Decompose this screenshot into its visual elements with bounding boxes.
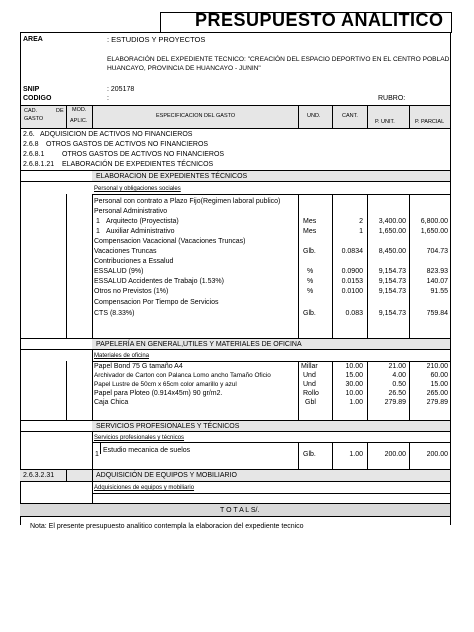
class-code-3: 2.6.8.1	[23, 151, 45, 158]
s1-row-b2-parcial: 140.07	[426, 278, 448, 285]
s1-row-b3-und: %	[307, 288, 314, 295]
s2-row1-und: Millar	[301, 363, 318, 370]
class-text-3: OTROS GASTOS DE ACTIVOS NO FINANCIEROS	[62, 151, 225, 158]
s1-row-b3-punit: 9,154.73	[378, 288, 406, 295]
s1-group2: Personal Administrativo	[94, 208, 168, 215]
s1-row-b1-punit: 9,154.73	[378, 268, 406, 275]
s1-row-b1-cant: 0.0900	[341, 268, 363, 275]
section4-title: ADQUISICIÓN DE EQUIPOS Y MOBILIARIO	[96, 472, 237, 479]
section3-title: SERVICIOS PROFESIONALES Y TÉCNICOS	[96, 423, 240, 430]
s2-row3-und: Und	[303, 381, 316, 388]
s1-group1: Personal con contrato a Plazo Fijo(Regimen laboral publico)	[94, 198, 281, 205]
section1-title: ELABORACION DE EXPEDIENTES TÉCNICOS	[96, 173, 248, 180]
col-sep-5	[367, 105, 368, 128]
s2-row5-cant: 1.00	[349, 399, 363, 406]
s2-row2-cant: 15.00	[345, 372, 363, 379]
s2-col-2	[92, 349, 93, 420]
section2-title: PAPELERÍA EN GENERAL,UTILES Y MATERIALES DE OFICINA	[96, 341, 302, 348]
section2-header-bottom	[20, 349, 450, 350]
s2-row1-parcial: 210.00	[426, 363, 448, 370]
s2-row3-parcial: 15.00	[430, 381, 448, 388]
s1-comp-vac: Compensacion Vacacional (Vacaciones Truncas)	[94, 238, 246, 245]
s2-row5-punit: 279.89	[384, 399, 406, 406]
s1-row-a1-desc: Arquitecto (Proyectista)	[106, 218, 179, 225]
s1-vac-desc: Vacaciones Truncas	[94, 248, 157, 255]
s2-row1-desc: Papel Bond 75 G tamaño A4	[94, 363, 183, 370]
class-text-1: ADQUISICION DE ACTIVOS NO FINANCIEROS	[40, 131, 193, 138]
s1-cts-desc: CTS (8.33%)	[94, 310, 135, 317]
s2-row3-desc: Papel Lustre de 50cm x 65cm color amarillo y azul	[94, 381, 237, 388]
col-aplic: APLIC.	[70, 118, 88, 124]
s2-col-1	[66, 361, 67, 420]
table-right	[450, 105, 451, 525]
codigo-label: CODIGO	[23, 95, 52, 102]
col-especificacion: ESPECIFICACION DEL GASTO	[156, 113, 236, 119]
col-und: UND.	[307, 113, 321, 119]
col-sep-3	[298, 105, 299, 128]
s1-cts-cant: 0.083	[345, 310, 363, 317]
s1-row-a2-n: 1	[96, 228, 100, 235]
s3-row-cant: 1.00	[349, 451, 363, 458]
footnote: Nota: El presente presupuesto analitico contempla la elaboracion del expediente tecnico	[30, 523, 304, 530]
section2-subtitle: Materiales de oficina	[94, 353, 150, 359]
s1-row-b1-und: %	[307, 268, 314, 275]
s2-row4-punit: 26.50	[388, 390, 406, 397]
s3-row-parcial: 200.00	[426, 451, 448, 458]
col-sep-6	[409, 105, 410, 128]
s1-row-a1-parcial: 6,800.00	[420, 218, 448, 225]
s1-cts-und: Glb.	[303, 310, 316, 317]
area-value: : ESTUDIOS Y PROYECTOS	[107, 35, 206, 44]
s2-row2-und: Und	[303, 372, 316, 379]
class-text-4: ELABORACIÓN DE EXPEDIENTES TÉCNICOS	[62, 161, 214, 168]
s1-row-b2-punit: 9,154.73	[378, 278, 406, 285]
col-de: DE	[56, 108, 64, 114]
section1-header-bottom	[20, 181, 450, 182]
s2-row3-punit: 0.50	[392, 381, 406, 388]
s1-row-b3-desc: Otros no Previstos (1%)	[94, 288, 169, 295]
s1-contrib: Contribuciones a Essalud	[94, 258, 174, 265]
s1-row-a1-cant: 2	[359, 218, 363, 225]
col-sep-2	[92, 105, 93, 128]
project-description-line1: ELABORACIÓN DEL EXPEDIENTE TECNICO: "CREACIÓN DEL ESPACIO DEPORTIVO EN EL CENTRO POBLAD	[107, 56, 450, 63]
frame-right	[450, 32, 451, 108]
s3-row-punit: 200.00	[384, 451, 406, 458]
class-code-1: 2.6.	[23, 131, 35, 138]
s3-num-sep	[100, 442, 101, 454]
project-description-line2: HUANCAYO, PROVINCIA DE HUANCAYO - JUNIN"	[107, 65, 261, 72]
s3-row-und: Glb.	[303, 451, 316, 458]
s3-col-3	[298, 442, 299, 469]
section4-code: 2.6.3.2.31	[23, 472, 55, 479]
total-label: T O T A L S/.	[220, 507, 260, 514]
snip-value: : 205178	[107, 86, 135, 93]
class-code-4: 2.6.8.1.21	[23, 161, 55, 168]
page-title: PRESUPUESTO ANALITICO	[195, 10, 444, 30]
s1-vac-und: Glb.	[303, 248, 316, 255]
col-sep-1	[66, 105, 67, 128]
s4-col-1	[66, 470, 67, 481]
s1-row-b1-desc: ESSALUD (9%)	[94, 268, 144, 275]
col-gasto: GASTO	[24, 116, 44, 122]
s1-row-a1-punit: 3,400.00	[378, 218, 406, 225]
s2-col-3	[298, 361, 299, 420]
s1-row-a2-punit: 1,650.00	[378, 228, 406, 235]
s1-row-b2-desc: ESSALUD Accidentes de Trabajo (1.53%)	[94, 278, 224, 285]
section1-sub-bottom	[92, 194, 450, 195]
s1-row-b3-parcial: 91.55	[430, 288, 448, 295]
s1-cts-punit: 9,154.73	[378, 310, 406, 317]
section4-sub-bottom	[92, 493, 450, 494]
s1-row-a2-parcial: 1,650.00	[420, 228, 448, 235]
s3-row-desc: Estudio mecanica de suelos	[103, 447, 191, 454]
section3-sub-bottom	[92, 442, 450, 443]
s1-row-b3-cant: 0.0100	[341, 288, 363, 295]
s2-row4-desc: Papel para Ploteo (0.914x45m) 90 gr/m2.	[94, 390, 223, 397]
total-bottom	[20, 516, 450, 517]
s2-row1-punit: 21.00	[388, 363, 406, 370]
s2-row2-parcial: 60.00	[430, 372, 448, 379]
section3-header-bottom	[20, 431, 450, 432]
codigo-value: :	[107, 95, 109, 102]
s2-row2-desc: Archivador de Carton con Palanca Lomo ancho Tamaño Oficio	[94, 372, 271, 379]
s2-row5-und: Gbl	[305, 399, 316, 406]
s1-row-b2-cant: 0.0153	[341, 278, 363, 285]
s3-col-2	[92, 431, 93, 469]
s1-col-1	[66, 194, 67, 338]
table-left	[20, 105, 21, 525]
s2-row3-cant: 30.00	[345, 381, 363, 388]
col-sep-4	[332, 105, 333, 128]
s1-vac-parcial: 704.73	[426, 248, 448, 255]
rubro-label: RUBRO:	[378, 95, 406, 102]
col-cad: CAD.	[24, 108, 38, 114]
colhead-bottom	[20, 128, 450, 129]
section4-subtitle: Adquisiciones de equipos y mobiliario	[94, 485, 195, 491]
frame-top	[20, 32, 450, 33]
s2-row4-parcial: 265.00	[426, 390, 448, 397]
area-label: AREA	[23, 36, 43, 43]
section1-subtitle: Personal y obligaciones sociales	[94, 186, 181, 192]
s3-row-n: 1	[95, 451, 99, 458]
class-text-2: OTROS GASTOS DE ACTIVOS NO FINANCIEROS	[46, 141, 209, 148]
section2-sub-bottom	[92, 361, 450, 362]
s2-row1-cant: 10.00	[345, 363, 363, 370]
s1-row-a2-desc: Auxiliar Administrativo	[106, 228, 175, 235]
col-punit: P. UNIT.	[375, 119, 395, 125]
s2-row4-und: Rollo	[303, 390, 319, 397]
s2-row2-punit: 4.00	[392, 372, 406, 379]
s2-row4-cant: 10.00	[345, 390, 363, 397]
s1-row-a1-n: 1	[96, 218, 100, 225]
s4-col-2	[92, 470, 93, 503]
section4-header-bottom	[20, 481, 450, 482]
s1-row-a2-und: Mes	[303, 228, 317, 235]
s1-row-b2-und: %	[307, 278, 314, 285]
col-pparcial: P. PARCIAL	[415, 119, 445, 125]
s1-vac-cant: 0.0834	[341, 248, 363, 255]
s1-row-a2-cant: 1	[359, 228, 363, 235]
s1-row-a1-und: Mes	[303, 218, 317, 225]
s1-comp-tiempo: Compensacion Por Tiempo de Servicios	[94, 299, 219, 306]
col-mod: MOD.	[72, 107, 87, 113]
s1-vac-punit: 8,450.00	[378, 248, 406, 255]
s1-row-b1-parcial: 823.93	[426, 268, 448, 275]
s1-col-2	[92, 194, 93, 338]
class-code-2: 2.6.8	[23, 141, 39, 148]
snip-label: SNIP	[23, 86, 40, 93]
s2-row5-desc: Caja Chica	[94, 399, 129, 406]
section3-subtitle: Servicios profesionales y técnicos	[94, 435, 185, 441]
col-cant: CANT.	[342, 113, 358, 119]
s1-cts-parcial: 759.84	[426, 310, 448, 317]
frame-left	[20, 32, 21, 108]
s1-col-3	[298, 194, 299, 338]
s2-row5-parcial: 279.89	[426, 399, 448, 406]
